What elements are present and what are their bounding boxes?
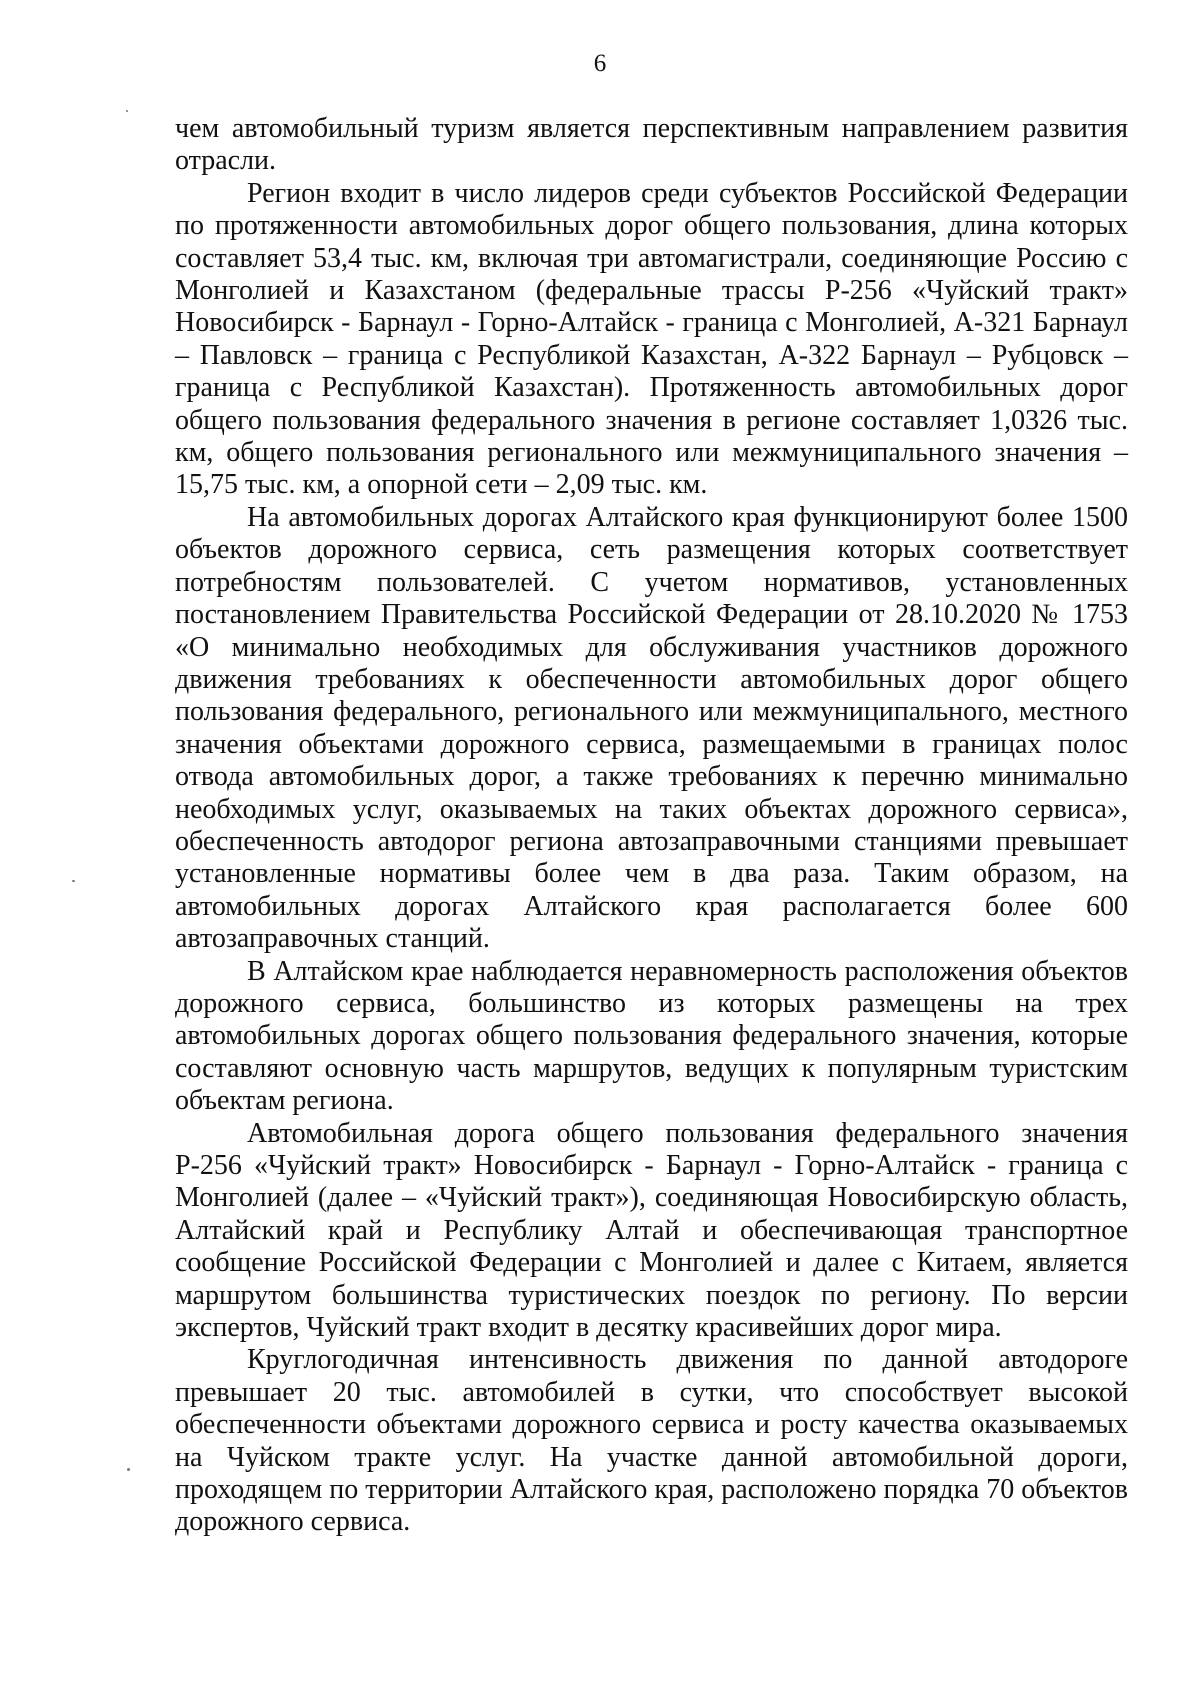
page-number: 6: [593, 50, 607, 77]
paragraph-road-network: Регион входит в число лидеров среди субъектов Российской Федерации по протяженности автомобильных дорог общего пользования, длина которых составляет 53,4 тыс. км, включая три автомагистрали, соединяющие Россию с Монголией и Казахстаном (федеральные трассы Р-256 «Чуйский тракт» Новосибирск - Барнаул - Горно-Алтайск - граница с Монголией, А-321 Барнаул – Павловск – граница с Республикой Казахстан, А-322 Барнаул – Рубцовск – граница с Республикой Казахстан). Протяженность автомобильных дорог общего пользования федерального значения в регионе составляет 1,0326 тыс. км, общего пользования регионального или межмуниципального значения – 15,75 тыс. км, а опорной сети – 2,09 тыс. км.: [175, 177, 1128, 501]
scan-speck: [126, 110, 128, 112]
paragraph-chuysky-tract: Автомобильная дорога общего пользования федерального значения Р-256 «Чуйский тракт» Новосибирск - Барнаул - Горно-Алтайск - граница с Монголией (далее – «Чуйский тракт»), соединяющая Новосибирскую область, Алтайский край и Республику Алтай и обеспечивающая транспортное сообщение Российской Федерации с Монголией и далее с Китаем, является маршрутом большинства туристических поездок по региону. По версии экспертов, Чуйский тракт входит в десятку красивейших дорог мира.: [175, 1117, 1128, 1344]
scan-speck: [127, 1468, 130, 1471]
scan-speck: [72, 880, 75, 882]
paragraph-traffic-intensity: Круглогодичная интенсивность движения по данной автодороге превышает 20 тыс. автомобилей в сутки, что способствует высокой обеспеченности объектами дорожного сервиса и росту качества оказываемых на Чуйском тракте услуг. На участке данной автомобильной дороги, проходящем по территории Алтайского края, расположено порядка 70 объектов дорожного сервиса.: [175, 1344, 1128, 1538]
document-body: [175, 113, 1128, 1539]
paragraph-uneven-distribution: В Алтайском крае наблюдается неравномерность расположения объектов дорожного сервиса, большинство из которых размещены на трех автомобильных дорогах общего пользования федерального значения, которые составляют основную часть маршрутов, ведущих к популярным туристским объектам региона.: [175, 955, 1128, 1117]
paragraph-road-service: На автомобильных дорогах Алтайского края функционируют более 1500 объектов дорожного сервиса, сеть размещения которых соответствует потребностям пользователей. С учетом нормативов, установленных постановлением Правительства Российской Федерации от 28.10.2020 № 1753 «О минимально необходимых для обслуживания участников дорожного движения требованиях к обеспеченности автомобильных дорог общего пользования федерального, регионального или межмуниципального, местного значения объектами дорожного сервиса, размещаемыми в границах полос отвода автомобильных дорог, а также требованиях к перечню минимально необходимых услуг, оказываемых на таких объектах дорожного сервиса», обеспеченность автодорог региона автозаправочными станциями превышает установленные нормативы более чем в два раза. Таким образом, на автомобильных дорогах Алтайского края располагается более 600 автозаправочных станций.: [175, 501, 1128, 955]
paragraph-continuation: чем автомобильный туризм является перспективным направлением развития отрасли.: [175, 113, 1128, 177]
